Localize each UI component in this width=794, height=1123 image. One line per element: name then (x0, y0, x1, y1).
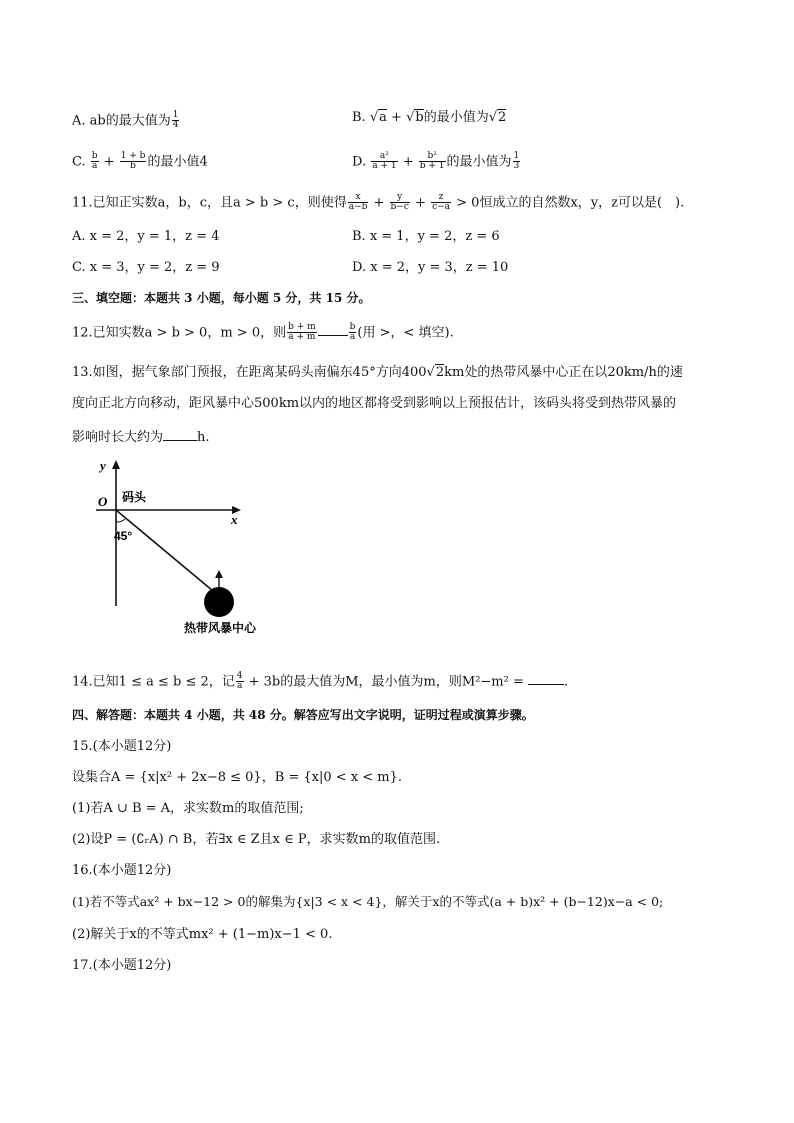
fraction-denominator: a (349, 332, 356, 343)
q11-fraction-3 (431, 193, 451, 213)
fraction-denominator: 4 (172, 120, 179, 131)
q14-stem (72, 672, 568, 692)
q10-option-c (72, 152, 208, 172)
q13-line-1-tail: km处的热带风暴中心正在以20km/h的速 (444, 365, 683, 380)
q15-line-3: (2)设P = (∁ᵣA) ∩ B，若∃x ∈ Z且x ∈ P，求实数m的取值范围. (72, 832, 441, 847)
q10-option-b-value: 2 (498, 110, 507, 125)
fraction-denominator: b + 1 (419, 161, 445, 172)
origin-label: O (98, 494, 108, 509)
fraction-numerator: 1 + b (120, 151, 146, 161)
fraction-numerator: b (91, 151, 98, 161)
q10-option-d-fraction-1 (371, 152, 397, 172)
bearing-line (116, 510, 219, 596)
fraction-denominator: b (130, 161, 136, 172)
q15-line-1: 设集合A = {x|x² + 2x−8 ≤ 0}，B = {x|0 < x < m}. (72, 770, 403, 785)
storm-diagram (86, 456, 256, 636)
sqrt-symbol: √ (369, 110, 379, 125)
fraction-denominator: a + 1 (372, 161, 397, 172)
q17-heading: 17.(本小题12分) (72, 958, 172, 973)
q11-stem: 11.已知正实数a，b，c，且a > b > c，则使得 $\frac{x}{a-b}$ + $\frac{y}{b-c}$ + $\frac{z}{c-a}$ > 0恒成立的自然数x，y，z可以是( ). (72, 192, 685, 213)
q10-option-c-text: 的最小值4 (147, 154, 208, 170)
fraction-denominator: a−b (348, 202, 368, 213)
q13-line-3 (72, 428, 210, 444)
storm-arrow-head (215, 570, 223, 578)
q13-sqrt-value: 2 (435, 365, 445, 380)
q11-option-d: D. x = 2，y = 3，z = 10 (352, 260, 509, 275)
angle-arc (116, 519, 125, 522)
answer-blank[interactable] (163, 428, 197, 441)
fraction-numerator: x (348, 193, 369, 203)
section-3-heading: 三、填空题：本题共 3 小题，每小题 5 分，共 15 分。 (72, 291, 371, 305)
q14-fraction (236, 672, 244, 692)
q10-option-a-expr: ab的最大值为 (89, 113, 171, 129)
q11-stem-text: 11.已知正实数a，b，c，且a > b > c，则使得 (72, 195, 347, 211)
fraction-denominator: a (91, 161, 98, 172)
q13-line-1-text: 13.如图，据气象部门预报，在距离某码头南偏东45°方向400 (72, 365, 427, 380)
q12-stem-tail: (用 >，< 填空). (357, 325, 454, 341)
sqrt-symbol: √ (406, 110, 415, 125)
y-axis-arrow (112, 460, 120, 469)
fraction-denominator: a + m (288, 332, 316, 343)
q10-option-b-a: a (379, 110, 387, 125)
q10-option-b-b: b (415, 110, 424, 125)
q14-stem-text: 14.已知1 ≤ a ≤ b ≤ 2，记 (72, 674, 235, 690)
plus-sign: + (398, 154, 418, 170)
storm-label: 热带风暴中心 (184, 621, 256, 635)
q16-line-2: (2)解关于x的不等式mx² + (1−m)x−1 < 0. (72, 927, 333, 942)
q10-option-d (352, 152, 521, 172)
q10-option-d-text: 的最小值为 (446, 154, 512, 170)
q11-option-a: A. x = 2，y = 1，z = 4 (72, 229, 220, 244)
q12-stem-text: 12.已知实数a > b > 0，m > 0，则 (72, 325, 287, 341)
q15-heading: 15.(本小题12分) (72, 739, 172, 754)
q10-option-a-fraction (172, 111, 180, 131)
plus-sign: + (386, 110, 407, 125)
q13-line-3-tail: h. (197, 430, 210, 445)
q11-option-c: C. x = 3，y = 2，z = 9 (72, 260, 220, 275)
sqrt-symbol: √ (488, 110, 497, 125)
fraction-denominator: a (236, 681, 243, 692)
q10-option-b (352, 111, 506, 124)
fraction-numerator: 4 (236, 671, 243, 681)
plus-sign: + (99, 154, 119, 170)
fraction-denominator: b−c (390, 202, 409, 213)
q12-fraction-1 (287, 323, 317, 343)
q10-option-d-fraction-2 (419, 152, 446, 172)
q11-stem-tail: > 0恒成立的自然数x，y，z可以是( ). (452, 195, 685, 211)
q12-fraction-2 (349, 323, 357, 343)
answer-blank[interactable] (528, 672, 564, 685)
fraction-numerator: b (349, 322, 356, 332)
fraction-numerator: a² (371, 152, 397, 162)
angle-label: 45° (114, 529, 133, 543)
sqrt-symbol: √ (426, 365, 435, 380)
q14-stem-middle: + 3b的最大值为M，最小值为m，则M²−m² = (244, 674, 528, 690)
q15-line-2: (1)若A ∪ B = A，求实数m的取值范围; (72, 801, 304, 816)
q13-line-1 (72, 366, 683, 379)
storm-center-dot (204, 587, 234, 617)
y-axis-label: y (100, 458, 106, 473)
fraction-denominator: 3 (513, 161, 520, 172)
fraction-numerator: 1 (172, 110, 179, 120)
section-4-heading: 四、解答题：本题共 4 小题，共 48 分。解答应写出文字说明，证明过程或演算步骤。 (72, 708, 534, 722)
q16-heading: 16.(本小题12分) (72, 863, 172, 878)
fraction-numerator: z (431, 193, 451, 203)
q13-line-2: 度向正北方向移动，距风暴中心500km以内的地区都将受到影响以上预报估计，该码头将受到热带风暴的 (72, 396, 677, 411)
q12-stem (72, 323, 454, 343)
q11-fraction-1 (348, 193, 369, 213)
q10-option-d-fraction-3 (513, 152, 521, 172)
fraction-numerator: y (390, 193, 410, 203)
q11-fraction-2 (390, 193, 410, 213)
q10-option-b-label: B. (352, 110, 370, 125)
x-axis-label: x (231, 512, 238, 527)
q10-option-a (72, 111, 180, 131)
q10-option-c-fraction-1 (91, 152, 99, 172)
q14-stem-tail: . (564, 674, 569, 690)
q10-option-b-text: 的最小值为 (423, 110, 489, 125)
q13-line-3-text: 影响时长大约为 (72, 430, 164, 445)
q10-option-d-label: D. (352, 154, 371, 170)
q16-line-1: (1)若不等式ax² + bx−12 > 0的解集为{x|3 < x < 4}，解关于x的不等式(a + b)x² + (b−12)x−a < 0; (72, 894, 664, 909)
q10-option-a-label: A. (72, 113, 90, 129)
fraction-numerator: b² (419, 152, 446, 162)
fraction-numerator: b + m (288, 322, 316, 332)
answer-blank[interactable] (318, 323, 348, 336)
dock-label: 码头 (122, 490, 147, 504)
q10-option-c-fraction-2 (120, 152, 147, 172)
q10-option-c-label: C. (72, 154, 90, 170)
fraction-denominator: c−a (432, 202, 451, 213)
fraction-numerator: 1 (513, 151, 520, 161)
q11-option-b: B. x = 1，y = 2，z = 6 (352, 229, 500, 244)
